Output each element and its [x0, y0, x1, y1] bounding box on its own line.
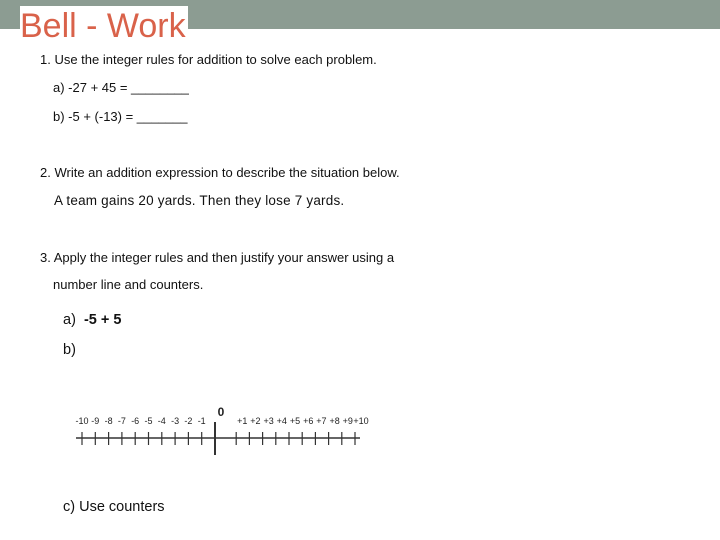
number-line-label: +9: [342, 416, 353, 426]
question-3a-expression: -5 + 5: [83, 312, 122, 328]
number-line-label: +10: [353, 416, 369, 426]
number-line-label: +6: [303, 416, 314, 426]
number-line-label: +2: [250, 416, 261, 426]
page-title: Bell - Work: [20, 7, 186, 45]
number-line-label: +8: [329, 416, 340, 426]
number-line-label: -2: [184, 416, 193, 426]
question-2-situation: A team gains 20 yards. Then they lose 7 yards.: [54, 193, 345, 208]
number-line-label: -4: [157, 416, 166, 426]
number-line-label: -7: [117, 416, 126, 426]
number-line-label: +3: [263, 416, 274, 426]
question-1b: b) -5 + (-13) = _______: [53, 109, 188, 124]
question-3c-label: c) Use counters: [63, 499, 165, 515]
question-3-prompt-line2: number line and counters.: [53, 277, 204, 292]
number-line-label-zero: 0: [217, 405, 225, 419]
number-line-label: +7: [316, 416, 327, 426]
number-line-label: -9: [91, 416, 100, 426]
number-line-label: -5: [144, 416, 153, 426]
question-3b-label: b): [63, 342, 76, 358]
question-3-prompt-line1: 3. Apply the integer rules and then justify your answer using a: [40, 250, 395, 265]
number-line-label: +4: [276, 416, 287, 426]
question-2-prompt: 2. Write an addition expression to describe the situation below.: [40, 165, 400, 180]
number-line: [60, 400, 380, 460]
number-line-label: -3: [171, 416, 180, 426]
question-1-prompt: 1. Use the integer rules for addition to solve each problem.: [40, 52, 377, 67]
number-line-label: -10: [75, 416, 89, 426]
number-line-label: -1: [197, 416, 206, 426]
question-3a: [63, 312, 121, 328]
number-line-label: -8: [104, 416, 113, 426]
number-line-label: +5: [289, 416, 301, 426]
question-1a: a) -27 + 45 = ________: [53, 80, 189, 95]
number-line-label: -6: [131, 416, 140, 426]
number-line-labels: [75, 405, 368, 426]
question-3a-label: a): [63, 312, 76, 328]
number-line-label: +1: [237, 416, 248, 426]
